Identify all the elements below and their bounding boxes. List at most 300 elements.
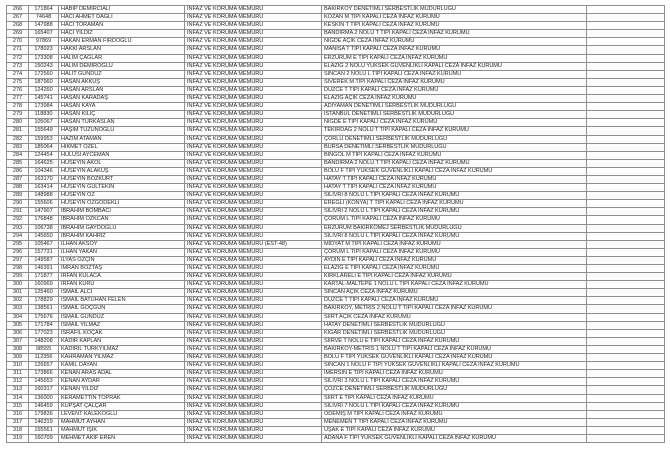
empty-cell: [587, 394, 665, 402]
empty-cell: [587, 434, 665, 442]
institution-cell: KOZAN M TİPİ KAPALI CEZA İNFAZ KURUMU: [322, 14, 587, 22]
title-cell: İNFAZ VE KORUMA MEMURU: [185, 281, 322, 289]
registry-number-cell: 155561: [29, 426, 59, 434]
institution-cell: SİNCAN 1 NOLU F TİPİ YÜKSEK GÜVENLİKLİ KAPALI CEZA İNFAZ KURUMU: [322, 362, 587, 370]
full-name-cell: HACI AHMET DAĞLI: [59, 14, 185, 22]
institution-cell: MANİSA T TİPİ KAPALI CEZA İNFAZ KURUMU: [322, 46, 587, 54]
table-row: [7, 54, 665, 62]
institution-cell: ELAZIĞ AÇIK CEZA İNFAZ KURUMU: [322, 95, 587, 103]
table-row: [7, 143, 665, 151]
title-cell: İNFAZ VE KORUMA MEMURU: [185, 192, 322, 200]
empty-cell: [587, 208, 665, 216]
registry-number-cell: 171784: [29, 321, 59, 329]
row-number-cell: 289: [7, 192, 29, 200]
registry-number-cell: 173866: [29, 370, 59, 378]
institution-cell: BOLU F TİPİ YÜKSEK GÜVENLİKLİ KAPALI CEZA İNFAZ KURUMU: [322, 354, 587, 362]
full-name-cell: İMRAN BOZTAŞ: [59, 265, 185, 273]
full-name-cell: İSRAFİL KOÇAK: [59, 329, 185, 337]
registry-number-cell: 165407: [29, 30, 59, 38]
institution-cell: MİDYAT M TİPİ KAPALI CEZA İNFAZ KURUMU: [322, 240, 587, 248]
title-cell: İNFAZ VE KORUMA MEMURU: [185, 289, 322, 297]
row-number-cell: 286: [7, 167, 29, 175]
empty-cell: [587, 46, 665, 54]
registry-number-cell: 178829: [29, 297, 59, 305]
full-name-cell: HÜSEYİN ÖZ: [59, 192, 185, 200]
title-cell: İNFAZ VE KORUMA MEMURU: [185, 167, 322, 175]
institution-cell: BANDIRMA 2 NOLU T TİPİ KAPALI CEZA İNFAZ KURUMU: [322, 159, 587, 167]
title-cell: İNFAZ VE KORUMA MEMURU: [185, 321, 322, 329]
empty-cell: [587, 313, 665, 321]
row-number-cell: 269: [7, 30, 29, 38]
institution-cell: ERZURUM BAKIRKÖMEJ SERBESTLİK MÜDÜRLÜĞÜ: [322, 224, 587, 232]
registry-number-cell: 155606: [29, 200, 59, 208]
empty-cell: [587, 70, 665, 78]
institution-cell: ADANA F TİPİ YÜKSEK GÜVENLİKLİ KAPALI CEZA İNFAZ KURUMU: [322, 434, 587, 442]
institution-cell: MENEMEN T TİPİ KAPALI CEZA İNFAZ KURUMU: [322, 418, 587, 426]
table-row: [7, 256, 665, 264]
title-cell: İNFAZ VE KORUMA MEMURU: [185, 86, 322, 94]
empty-cell: [587, 410, 665, 418]
empty-cell: [587, 200, 665, 208]
empty-cell: [587, 95, 665, 103]
row-number-cell: 293: [7, 224, 29, 232]
full-name-cell: HALİM DEMİROĞLU: [59, 62, 185, 70]
document-page: [6, 5, 664, 443]
title-cell: İNFAZ VE KORUMA MEMURU: [185, 216, 322, 224]
registry-number-cell: 104346: [29, 167, 59, 175]
empty-cell: [587, 256, 665, 264]
title-cell: İNFAZ VE KORUMA MEMURU: [185, 78, 322, 86]
full-name-cell: HASAN ARSLAN: [59, 86, 185, 94]
title-cell: İNFAZ VE KORUMA MEMURU: [185, 143, 322, 151]
row-number-cell: 267: [7, 14, 29, 22]
table-row: [7, 297, 665, 305]
registry-number-cell: 118830: [29, 111, 59, 119]
institution-cell: İSTANBUL DENETİMLİ SERBESTLİK MÜDÜRLÜĞÜ: [322, 111, 587, 119]
full-name-cell: HAZIM ATAMAN: [59, 135, 185, 143]
registry-number-cell: 136000: [29, 394, 59, 402]
table-row: [7, 159, 665, 167]
institution-cell: UŞAK E TİPİ KAPALI CEZA İNFAZ KURUMU: [322, 426, 587, 434]
table-row: [7, 362, 665, 370]
table-row: [7, 370, 665, 378]
full-name-cell: İRFAN KULACA: [59, 273, 185, 281]
empty-cell: [587, 354, 665, 362]
table-row: [7, 410, 665, 418]
row-number-cell: 284: [7, 151, 29, 159]
registry-number-cell: 105067: [29, 119, 59, 127]
row-number-cell: 275: [7, 78, 29, 86]
row-number-cell: 282: [7, 135, 29, 143]
full-name-cell: İSMAİL YILMAZ: [59, 321, 185, 329]
full-name-cell: HALİM ÇAĞLAR: [59, 54, 185, 62]
empty-cell: [587, 111, 665, 119]
full-name-cell: İSMAİL ALCI: [59, 289, 185, 297]
institution-cell: SİLİVRİ 7 NOLU L TİPİ KAPALI CEZA İNFAZ KURUMU: [322, 402, 587, 410]
institution-cell: NİĞDE E TİPİ KAPALI CEZA İNFAZ KURUMU: [322, 119, 587, 127]
registry-number-cell: 159953: [29, 135, 59, 143]
institution-cell: İMERSİN E TİPİ KAPALI CEZA İNFAZ KURUMU: [322, 370, 587, 378]
table-row: [7, 14, 665, 22]
row-number-cell: 303: [7, 305, 29, 313]
row-number-cell: 306: [7, 329, 29, 337]
registry-number-cell: 145653: [29, 378, 59, 386]
institution-cell: ELAZIĞ 2 NOLU YÜKSEK GÜVENLİKLİ KAPALI CEZA İNFAZ KURUMU: [322, 62, 587, 70]
row-number-cell: 272: [7, 54, 29, 62]
row-number-cell: 318: [7, 426, 29, 434]
table-row: [7, 135, 665, 143]
empty-cell: [587, 362, 665, 370]
table-row: [7, 167, 665, 175]
registry-number-cell: 185064: [29, 143, 59, 151]
registry-number-cell: 148208: [29, 337, 59, 345]
full-name-cell: KADİR KAPLAN: [59, 337, 185, 345]
row-number-cell: 310: [7, 362, 29, 370]
title-cell: İNFAZ VE KORUMA MEMURU: [185, 378, 322, 386]
empty-cell: [587, 86, 665, 94]
title-cell: İNFAZ VE KORUMA MEMURU: [185, 362, 322, 370]
title-cell: İNFAZ VE KORUMA MEMURU: [185, 426, 322, 434]
row-number-cell: 266: [7, 6, 29, 14]
full-name-cell: HABİP DEMİRCİALİ: [59, 6, 185, 14]
registry-number-cell: 145650: [29, 232, 59, 240]
registry-number-cell: 148988: [29, 192, 59, 200]
row-number-cell: 309: [7, 354, 29, 362]
institution-cell: SİİRVE T NOLU E TİPİ KAPALI CEZA İNFAZ KURUMU: [322, 337, 587, 345]
registry-number-cell: 124260: [29, 86, 59, 94]
table-row: [7, 394, 665, 402]
row-number-cell: 292: [7, 216, 29, 224]
table-row: [7, 151, 665, 159]
empty-cell: [587, 78, 665, 86]
title-cell: İNFAZ VE KORUMA MEMURU: [185, 62, 322, 70]
full-name-cell: İBRAHİM KAHRİZ: [59, 232, 185, 240]
institution-cell: KARTAL-MALTEPE 1 NOLU L TİPİ KAPALI CEZA İNFAZ KURUMU: [322, 281, 587, 289]
registry-number-cell: 145741: [29, 95, 59, 103]
institution-cell: ÇORLU DENETİMLİ SERBESTLİK MÜDÜRLÜĞÜ: [322, 135, 587, 143]
institution-cell: SİİRT AÇIK CEZA İNFAZ KURUMU: [322, 313, 587, 321]
registry-number-cell: 105467: [29, 240, 59, 248]
registry-number-cell: 98555: [29, 345, 59, 353]
registry-number-cell: 146459: [29, 402, 59, 410]
table-row: [7, 30, 665, 38]
title-cell: İNFAZ VE KORUMA MEMURU: [185, 22, 322, 30]
row-number-cell: 300: [7, 281, 29, 289]
table-row: [7, 216, 665, 224]
title-cell: İNFAZ VE KORUMA MEMURU: [185, 248, 322, 256]
title-cell: İNFAZ VE KORUMA MEMURU: [185, 119, 322, 127]
title-cell: İNFAZ VE KORUMA MEMURU: [185, 30, 322, 38]
registry-number-cell: 106738: [29, 224, 59, 232]
table-row: [7, 70, 665, 78]
row-number-cell: 307: [7, 337, 29, 345]
empty-cell: [587, 370, 665, 378]
full-name-cell: HİKMET ÖZEL: [59, 143, 185, 151]
registry-number-cell: 125460: [29, 289, 59, 297]
empty-cell: [587, 281, 665, 289]
table-row: [7, 329, 665, 337]
full-name-cell: KAHRAMAN YILMAZ: [59, 354, 185, 362]
table-row: [7, 200, 665, 208]
institution-cell: HATAY DENETİMLİ SERBESTLİK MÜDÜRLÜĞÜ: [322, 321, 587, 329]
empty-cell: [587, 151, 665, 159]
row-number-cell: 319: [7, 434, 29, 442]
row-number-cell: 317: [7, 418, 29, 426]
institution-cell: KIRKLARELİ E TİPİ KAPALI CEZA İNFAZ KURUMU: [322, 273, 587, 281]
full-name-cell: LEVENT KALEKOĞLU: [59, 410, 185, 418]
empty-cell: [587, 159, 665, 167]
table-row: [7, 38, 665, 46]
row-number-cell: 291: [7, 208, 29, 216]
empty-cell: [587, 337, 665, 345]
empty-cell: [587, 127, 665, 135]
full-name-cell: HÜSEYİN GÜLTEKİN: [59, 184, 185, 192]
empty-cell: [587, 297, 665, 305]
full-name-cell: MAHMUT IŞIK: [59, 426, 185, 434]
empty-cell: [587, 103, 665, 111]
title-cell: İNFAZ VE KORUMA MEMURU: [185, 127, 322, 135]
row-number-cell: 308: [7, 345, 29, 353]
institution-cell: BURSA DENETİMLİ SERBESTLİK MÜDÜRLÜĞÜ: [322, 143, 587, 151]
registry-number-cell: 171864: [29, 6, 59, 14]
title-cell: İNFAZ VE KORUMA MEMURU: [185, 273, 322, 281]
registry-number-cell: 160317: [29, 386, 59, 394]
table-row: [7, 386, 665, 394]
institution-cell: BİNGÖL M TİPİ KAPALI CEZA İNFAZ KURUMU: [322, 151, 587, 159]
table-row: [7, 46, 665, 54]
title-cell: İNFAZ VE KORUMA MEMURU: [185, 14, 322, 22]
full-name-cell: İSMAİL GÜNDÜZ: [59, 313, 185, 321]
institution-cell: ERZURUM E TİPİ KAPALI CEZA İNFAZ KURUMU: [322, 54, 587, 62]
row-number-cell: 295: [7, 240, 29, 248]
title-cell: İNFAZ VE KORUMA MEMURU: [185, 434, 322, 442]
empty-cell: [587, 289, 665, 297]
row-number-cell: 281: [7, 127, 29, 135]
institution-cell: HATAY T TİPİ KAPALI CEZA İNFAZ KURUMU: [322, 184, 587, 192]
registry-number-cell: 147907: [29, 208, 59, 216]
row-number-cell: 288: [7, 184, 29, 192]
row-number-cell: 296: [7, 248, 29, 256]
registry-number-cell: 176848: [29, 216, 59, 224]
row-number-cell: 290: [7, 200, 29, 208]
title-cell: İNFAZ VE KORUMA MEMURU: [185, 265, 322, 273]
row-number-cell: 312: [7, 378, 29, 386]
registry-number-cell: 178023: [29, 46, 59, 54]
empty-cell: [587, 30, 665, 38]
full-name-cell: HÜSEYİN BOZKURT: [59, 175, 185, 183]
title-cell: İNFAZ VE KORUMA MEMURU: [185, 46, 322, 54]
full-name-cell: HASAN AKKUŞ: [59, 78, 185, 86]
registry-number-cell: 126657: [29, 362, 59, 370]
empty-cell: [587, 119, 665, 127]
full-name-cell: KENAN ARAS ADAL: [59, 370, 185, 378]
registry-number-cell: 74648: [29, 14, 59, 22]
table-row: [7, 175, 665, 183]
row-number-cell: 287: [7, 175, 29, 183]
table-row: [7, 354, 665, 362]
table-row: [7, 62, 665, 70]
empty-cell: [587, 38, 665, 46]
title-cell: İNFAZ VE KORUMA MEMURU: [185, 386, 322, 394]
title-cell: İNFAZ VE KORUMA MEMURU: [185, 410, 322, 418]
table-row: [7, 313, 665, 321]
title-cell: İNFAZ VE KORUMA MEMURU: [185, 135, 322, 143]
row-number-cell: 304: [7, 313, 29, 321]
table-row: [7, 111, 665, 119]
row-number-cell: 316: [7, 410, 29, 418]
full-name-cell: HASAN KARADAŞ: [59, 95, 185, 103]
institution-cell: BAKIRKÖY, METRİS 2 NOLU T TİPİ KAPALI CEZA İNFAZ KURUMU: [322, 305, 587, 313]
row-number-cell: 283: [7, 143, 29, 151]
table-row: [7, 224, 665, 232]
empty-cell: [587, 6, 665, 14]
full-name-cell: HAKAN ERMAN FIRDOĞLU: [59, 38, 185, 46]
title-cell: İNFAZ VE KORUMA MEMURU: [185, 200, 322, 208]
row-number-cell: 302: [7, 297, 29, 305]
table-row: [7, 232, 665, 240]
registry-number-cell: 172560: [29, 70, 59, 78]
registry-number-cell: 164625: [29, 159, 59, 167]
empty-cell: [587, 224, 665, 232]
full-name-cell: HASAN TÜRKASLAN: [59, 119, 185, 127]
full-name-cell: İLHAN YAKAN: [59, 248, 185, 256]
institution-cell: SİNCAN AÇIK CEZA İNFAZ KURUMU: [322, 289, 587, 297]
title-cell: İNFAZ VE KORUMA MEMURU: [185, 345, 322, 353]
row-number-cell: 305: [7, 321, 29, 329]
title-cell: İNFAZ VE KORUMA MEMURU: [185, 54, 322, 62]
institution-cell: SİLİVRİ 3 NOLU L TİPİ KAPALI CEZA İNFAZ KURUMU: [322, 378, 587, 386]
registry-number-cell: 160969: [29, 281, 59, 289]
empty-cell: [587, 386, 665, 394]
row-number-cell: 313: [7, 386, 29, 394]
empty-cell: [587, 135, 665, 143]
title-cell: İNFAZ VE KORUMA MEMURU: [185, 418, 322, 426]
table-row: [7, 434, 665, 442]
institution-cell: DÜZCE T TİPİ KAPALI CEZA İNFAZ KURUMU: [322, 297, 587, 305]
empty-cell: [587, 273, 665, 281]
institution-cell: ELAZIĞ E TİPİ KAPALI CEZA İNFAZ KURUMU: [322, 265, 587, 273]
empty-cell: [587, 378, 665, 386]
table-row: [7, 418, 665, 426]
institution-cell: BAKIRKÖY-METRİS 1 NOLU T TİPİ KAPALI CEZA İNFAZ KURUMU: [322, 345, 587, 353]
empty-cell: [587, 143, 665, 151]
institution-cell: ÇORUM L TİPİ KAPALI CEZA İNFAZ KURUMU: [322, 248, 587, 256]
full-name-cell: İBRAHİM GAYDOĞLU: [59, 224, 185, 232]
title-cell: İNFAZ VE KORUMA MEMURU: [185, 208, 322, 216]
registry-number-cell: 138561: [29, 305, 59, 313]
title-cell: İNFAZ VE KORUMA MEMURU (EST-48): [185, 240, 322, 248]
registry-number-cell: 160709: [29, 434, 59, 442]
table-row: [7, 265, 665, 273]
personnel-table: [6, 5, 665, 443]
full-name-cell: İLHAN AKSOY: [59, 240, 185, 248]
institution-cell: ADIYAMAN DENETİMLİ SERBESTLİK MÜDÜRLÜĞÜ: [322, 103, 587, 111]
title-cell: İNFAZ VE KORUMA MEMURU: [185, 175, 322, 183]
full-name-cell: İBRAHİM BOMBACI: [59, 208, 185, 216]
full-name-cell: HÜSEYİN AKOL: [59, 159, 185, 167]
empty-cell: [587, 240, 665, 248]
empty-cell: [587, 22, 665, 30]
table-row: [7, 402, 665, 410]
institution-cell: AYDIN E TİPİ KAPALI CEZA İNFAZ KURUMU: [322, 256, 587, 264]
title-cell: İNFAZ VE KORUMA MEMURU: [185, 402, 322, 410]
full-name-cell: MAHMUT AYHAN: [59, 418, 185, 426]
registry-number-cell: 173308: [29, 54, 59, 62]
row-number-cell: 276: [7, 86, 29, 94]
row-number-cell: 279: [7, 111, 29, 119]
empty-cell: [587, 232, 665, 240]
full-name-cell: İSMAİL BATUHAN FELEN: [59, 297, 185, 305]
empty-cell: [587, 192, 665, 200]
row-number-cell: 298: [7, 265, 29, 273]
empty-cell: [587, 62, 665, 70]
institution-cell: KİĞAR DENETİMLİ SERBESTLİK MÜDÜRLÜĞÜ: [322, 329, 587, 337]
registry-number-cell: 146319: [29, 418, 59, 426]
full-name-cell: HACI YILDIZ: [59, 30, 185, 38]
table-row: [7, 289, 665, 297]
registry-number-cell: 177023: [29, 329, 59, 337]
registry-number-cell: 175676: [29, 313, 59, 321]
title-cell: İNFAZ VE KORUMA MEMURU: [185, 256, 322, 264]
empty-cell: [587, 321, 665, 329]
institution-cell: ÖDEMİŞ M TİPİ KAPALI CEZA İNFAZ KURUMU: [322, 410, 587, 418]
registry-number-cell: 179836: [29, 410, 59, 418]
title-cell: İNFAZ VE KORUMA MEMURU: [185, 370, 322, 378]
title-cell: İNFAZ VE KORUMA MEMURU: [185, 394, 322, 402]
full-name-cell: HASAN KILIÇ: [59, 111, 185, 119]
full-name-cell: HALİT GÜNDÜZ: [59, 70, 185, 78]
table-row: [7, 305, 665, 313]
title-cell: İNFAZ VE KORUMA MEMURU: [185, 354, 322, 362]
row-number-cell: 311: [7, 370, 29, 378]
table-row: [7, 184, 665, 192]
empty-cell: [587, 14, 665, 22]
full-name-cell: KERAMETTİN TOPRAK: [59, 394, 185, 402]
institution-cell: SİİRT E TİPİ KAPALI CEZA İNFAZ KURUMU: [322, 394, 587, 402]
empty-cell: [587, 216, 665, 224]
institution-cell: BAKIRKÖY DENETİMLİ SERBESTLİK MÜDÜRLÜĞÜ: [322, 6, 587, 14]
institution-cell: SİVEREK M TİPİ KAPALI CEZA İNFAZ KURUMU: [322, 78, 587, 86]
institution-cell: SİLİVRİ 2 NOLU L TİPİ KAPALI CEZA İNFAZ KURUMU: [322, 208, 587, 216]
table-row: [7, 103, 665, 111]
empty-cell: [587, 175, 665, 183]
title-cell: İNFAZ VE KORUMA MEMURU: [185, 151, 322, 159]
row-number-cell: 270: [7, 38, 29, 46]
institution-cell: BANDIRMA 2 NOLU T TİPİ KAPALI CEZA İNFAZ KURUMU: [322, 30, 587, 38]
empty-cell: [587, 54, 665, 62]
registry-number-cell: 124454: [29, 151, 59, 159]
registry-number-cell: 97869: [29, 38, 59, 46]
table-row: [7, 337, 665, 345]
institution-cell: SİLİVRİ 8 NOLU L TİPİ KAPALI CEZA İNFAZ KURUMU: [322, 192, 587, 200]
full-name-cell: İRFAN KURU: [59, 281, 185, 289]
full-name-cell: MEHMET AKİF EREN: [59, 434, 185, 442]
table-row: [7, 281, 665, 289]
table-row: [7, 321, 665, 329]
full-name-cell: HULUSİ AYCEMAN: [59, 151, 185, 159]
institution-cell: ÇORUM L TİPİ KAPALI CEZA İNFAZ KURUMU: [322, 216, 587, 224]
row-number-cell: 273: [7, 62, 29, 70]
row-number-cell: 315: [7, 402, 29, 410]
table-row: [7, 273, 665, 281]
title-cell: İNFAZ VE KORUMA MEMURU: [185, 329, 322, 337]
institution-cell: KESKİN T TİPİ KAPALI CEZA İNFAZ KURUMU: [322, 22, 587, 30]
registry-number-cell: 171877: [29, 273, 59, 281]
empty-cell: [587, 265, 665, 273]
registry-number-cell: 163170: [29, 175, 59, 183]
title-cell: İNFAZ VE KORUMA MEMURU: [185, 70, 322, 78]
empty-cell: [587, 345, 665, 353]
